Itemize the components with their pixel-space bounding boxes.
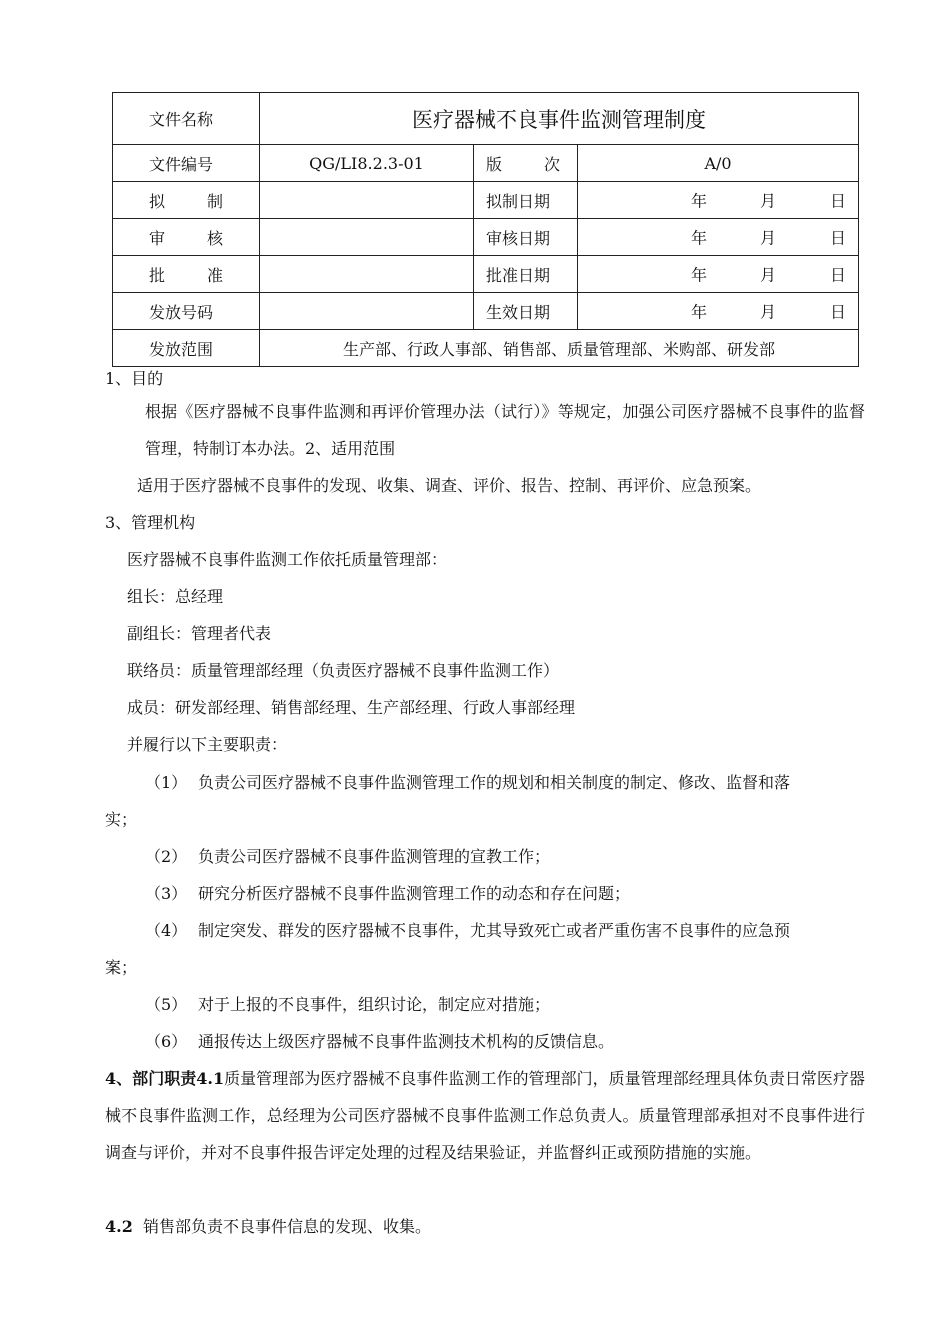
review-value (260, 219, 474, 256)
scope-value: 生产部、行政人事部、销售部、质量管理部、米购部、研发部 (260, 330, 859, 367)
effective-date-value: 年 月 日 (578, 293, 859, 330)
issue-no-value (260, 293, 474, 330)
issue-no-label: 发放号码 (113, 293, 260, 330)
doc-title: 医疗器械不良事件监测管理制度 (260, 93, 859, 145)
section-1-text: 根据《医疗器械不良事件监测和再评价管理办法（试行）》等规定，加强公司医疗器械不良事件的监督管理，特制订本办法。2、适用范围 (145, 402, 865, 458)
duty-item-4-cont: 案； (105, 958, 138, 977)
approve-label: 批 准 (113, 256, 260, 293)
draft-label: 拟 制 (113, 182, 260, 219)
version-label: 版 次 (474, 145, 578, 182)
doc-no-label: 文件编号 (113, 145, 260, 182)
review-date-value: 年 月 日 (578, 219, 859, 256)
section-2-text: 适用于医疗器械不良事件的发现、收集、调查、评价、报告、控制、再评价、应急预案。 (137, 476, 762, 495)
review-label: 审 核 (113, 219, 260, 256)
effective-date-label: 生效日期 (474, 293, 578, 330)
org-liaison: 联络员：质量管理部经理（负责医疗器械不良事件监测工作） (127, 661, 560, 680)
approve-date-value: 年 月 日 (578, 256, 859, 293)
duty-item-1: （1） 负责公司医疗器械不良事件监测管理工作的规划和相关制度的制定、修改、监督和落 (145, 773, 791, 792)
approve-value (260, 256, 474, 293)
document-header-table (112, 92, 859, 367)
scope-label: 发放范围 (113, 330, 260, 367)
doc-no-value: QG/LI8.2.3-01 (260, 145, 474, 182)
org-members: 成员：研发部经理、销售部经理、生产部经理、行政人事部经理 (127, 698, 576, 717)
section-1-heading: 1、目的 (105, 369, 164, 388)
duty-item-5: （5） 对于上报的不良事件，组织讨论，制定应对措施； (145, 995, 551, 1014)
draft-date-label: 拟制日期 (474, 182, 578, 219)
duty-item-6: （6） 通报传达上级医疗器械不良事件监测技术机构的反馈信息。 (145, 1032, 615, 1051)
section-3-heading: 3、管理机构 (105, 513, 196, 532)
section-4-2-text: 4.2 销售部负责不良事件信息的发现、收集。 (105, 1217, 432, 1236)
draft-date-value: 年 月 日 (578, 182, 859, 219)
approve-date-label: 批准日期 (474, 256, 578, 293)
org-vice-leader: 副组长：管理者代表 (127, 624, 272, 643)
section-3-intro: 医疗器械不良事件监测工作依托质量管理部： (127, 550, 448, 569)
draft-value (260, 182, 474, 219)
org-leader: 组长：总经理 (127, 587, 224, 606)
duty-item-2: （2） 负责公司医疗器械不良事件监测管理的宣教工作； (145, 847, 551, 866)
section-4-text: 4、部门职责4.1质量管理部为医疗器械不良事件监测工作的管理部门，质量管理部经理具体负责日常医疗器械不良事件监测工作，总经理为公司医疗器械不良事件监测工作总负责人。质量管理部承担对不良事件进行调查与评价，并对不良事件报告评定处理的过程及结果验证，并监督纠正或预防措施的实施。 (105, 1069, 865, 1162)
duty-item-3: （3） 研究分析医疗器械不良事件监测管理工作的动态和存在问题； (145, 884, 631, 903)
doc-name-label: 文件名称 (113, 93, 260, 145)
review-date-label: 审核日期 (474, 219, 578, 256)
duty-item-1-cont: 实； (105, 810, 138, 829)
duty-item-4: （4） 制定突发、群发的医疗器械不良事件，尤其导致死亡或者严重伤害不良事件的应急预 (145, 921, 791, 940)
duties-intro: 并履行以下主要职责： (127, 735, 288, 754)
version-value: A/0 (578, 145, 859, 182)
